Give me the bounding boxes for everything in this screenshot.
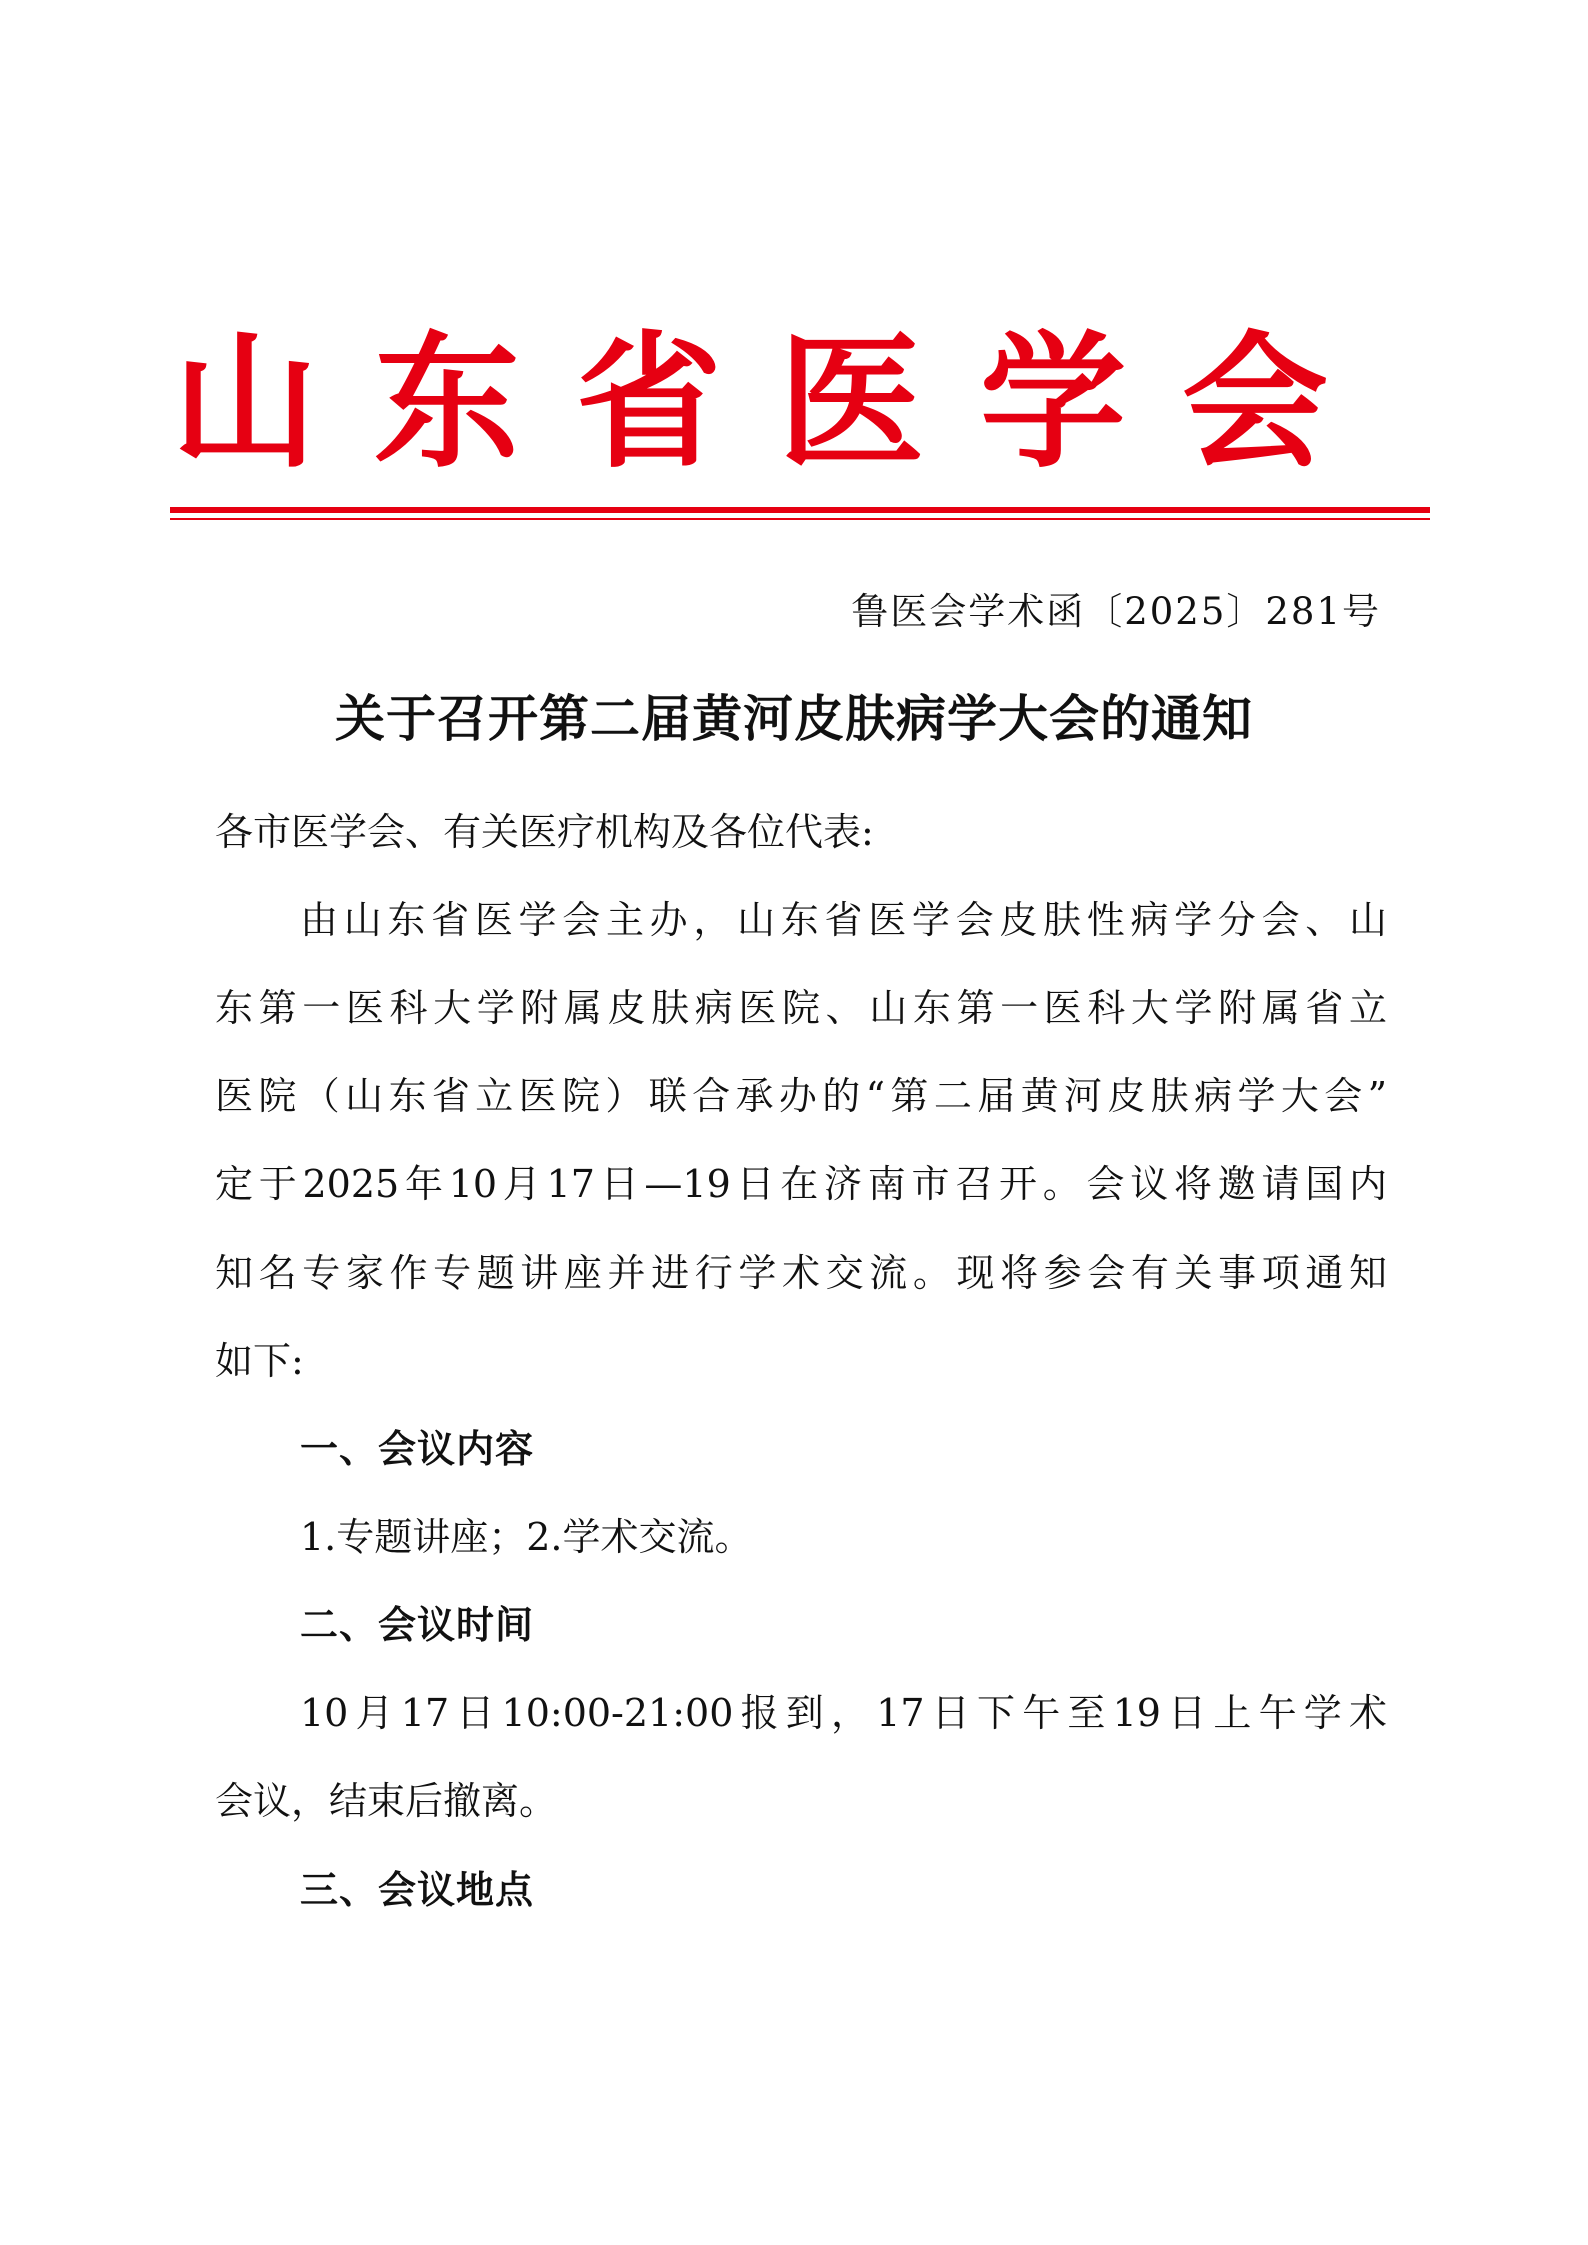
intro-line: 如下: — [215, 1339, 304, 1383]
section-content-text: 1.专题讲座；2.学术交流。 — [300, 1515, 753, 1559]
section-heading-location: 三、会议地点 — [300, 1868, 535, 1912]
section-heading-content: 一、会议内容 — [300, 1427, 535, 1471]
section-heading-time: 二、会议时间 — [300, 1603, 535, 1647]
masthead-char: 学 — [980, 317, 1126, 488]
intro-line: 医院（山东省立医院）联合承办的“第二届黄河皮肤病学大会” — [215, 1074, 1387, 1118]
intro-line: 由山东省医学会主办，山东省医学会皮肤性病学分会、山 — [300, 898, 1387, 942]
masthead-char: 东 — [374, 317, 520, 488]
salutation: 各市医学会、有关医疗机构及各位代表: — [215, 810, 874, 854]
masthead-char: 省 — [576, 317, 722, 488]
masthead-divider-thick — [170, 507, 1430, 513]
intro-line: 定于2025年10月17日—19日在济南市召开。会议将邀请国内 — [215, 1162, 1387, 1206]
intro-line: 东第一医科大学附属皮肤病医院、山东第一医科大学附属省立 — [215, 986, 1387, 1030]
masthead-char: 山 — [172, 317, 318, 488]
masthead — [170, 318, 1330, 488]
intro-line: 知名专家作专题讲座并进行学术交流。现将参会有关事项通知 — [215, 1251, 1387, 1295]
masthead-divider-thin — [170, 518, 1430, 520]
masthead-char: 医 — [778, 317, 924, 488]
document-title: 关于召开第二届黄河皮肤病学大会的通知 — [335, 690, 1253, 748]
masthead-char: 会 — [1182, 317, 1328, 488]
document-number: 鲁医会学术函〔2025〕281号 — [851, 590, 1381, 633]
section-time-line: 10月17日10:00-21:00报到，17日下午至19日上午学术 — [300, 1691, 1387, 1735]
section-time-line: 会议，结束后撤离。 — [215, 1779, 558, 1823]
